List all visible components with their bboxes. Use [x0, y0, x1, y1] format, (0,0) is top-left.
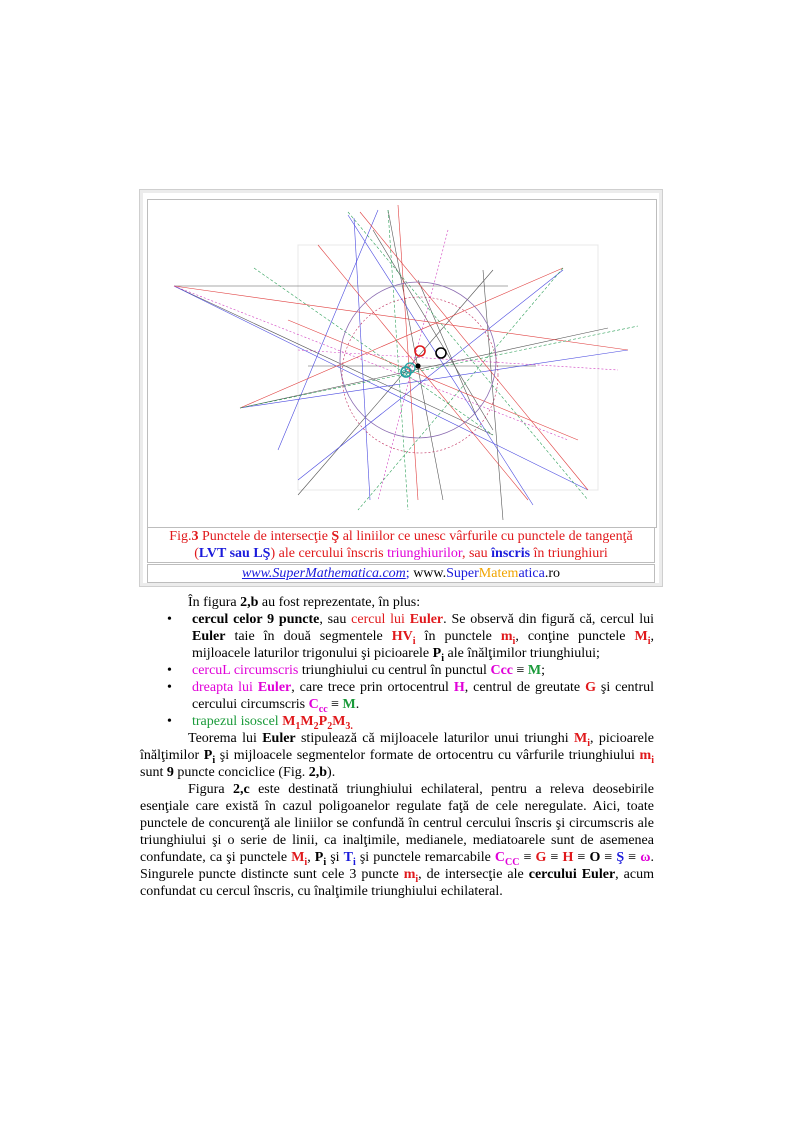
caption-inscris: înscris	[491, 546, 531, 561]
site-atica: atica	[518, 566, 545, 581]
caption-line-2	[148, 545, 654, 562]
caption-text: al liniilor ce unesc vârfurile cu punctele de tangenţă	[339, 529, 633, 544]
site-ro: .ro	[544, 566, 561, 581]
bullet-list	[140, 611, 654, 730]
list-item: • dreapta lui Euler, care trece prin ortocentrul H, centrul de greutate G şi centrul cercului circumscris $C_{cc} \equiv M$.	[167, 680, 654, 715]
paragraph-euler: Teorema lui Euler stipulează că mijloacele laturilor unui triunghi $M_i$, picioarele înălţimilor $P_i$ şi mijloacele segmentelor formate de ortocentru cu vârfurile triunghiului $m_i$ sunt 9 puncte conciclice (Fig. 2,b).	[140, 731, 654, 780]
caption-num: 3	[191, 529, 199, 544]
caption-text: Punctele de intersecţie	[198, 529, 332, 544]
geometry-figure	[147, 199, 657, 528]
caption-text: , sau	[461, 546, 492, 561]
list-item: • cercul celor 9 puncte, sau cercul lui Euler. Se observă din figură că, cercul lui Euler taie în două segmentele $HV_i$ în punctele $m_i$, conţine punctele $M_i$, mijloacele laturilor trigonului şi picioarele $P_i$ ale înălţimilor triunghiului;	[167, 612, 654, 664]
body-text	[140, 594, 654, 900]
site-www: www.	[409, 566, 447, 581]
caption-text: în triunghiuri	[530, 546, 608, 561]
caption-lvt: LVT sau LŞ	[198, 546, 271, 561]
site-super: Super	[446, 566, 479, 581]
svg-text:Ş: Ş	[402, 369, 408, 378]
caption-s: Ş	[331, 529, 340, 544]
site-sep: ;	[405, 566, 410, 581]
figure-caption	[147, 527, 655, 563]
list-item: • trapezul isoscel $M_1M_2P_2M_{3.}$	[167, 714, 353, 732]
site-bar	[147, 564, 655, 583]
caption-prefix: Fig.	[169, 529, 192, 544]
intro-paragraph: În figura 2,b au fost reprezentate, în plus:	[188, 595, 421, 610]
caption-text: (	[194, 546, 199, 561]
caption-tri: triunghiurilor	[387, 546, 462, 561]
site-matem: Matem	[478, 566, 519, 581]
caption-text: ) ale cercului înscris	[270, 546, 388, 561]
site-link[interactable]: www.SuperMathematica.com	[241, 566, 406, 581]
figure-frame	[139, 189, 663, 587]
paragraph-figure-2c: Figura 2,c este destinată triunghiului echilateral, pentru a releva deosebirile esenţiale care există în cazul poligoanelor regulate faţă de cele neregulate. Aici, toate punctele de concurenţă ale liniilor se confundă în centrul cercului înscris şi circumscris ale triunghiului şi o serie de linii, ca inalţimile, medianele, mediatoarele sunt de asemenea confundate, ca şi punctele $M_i$, $P_i$ şi $T_i$ şi punctele remarcabile $C_{CC} \equiv G \equiv H \equiv O$ ≡ Ş ≡ ω. Singurele puncte distincte sunt cele 3 puncte $m_i$, de intersecţie ale cercului Euler, acum confundat cu cercul înscris, cu înalţimile triunghiului echilateral.	[140, 782, 655, 899]
geometry-drawing	[148, 200, 656, 527]
list-item: • cercuL circumscris triunghiului cu centrul în punctul Ccc ≡ M;	[167, 663, 546, 678]
caption-line-1	[148, 528, 654, 545]
